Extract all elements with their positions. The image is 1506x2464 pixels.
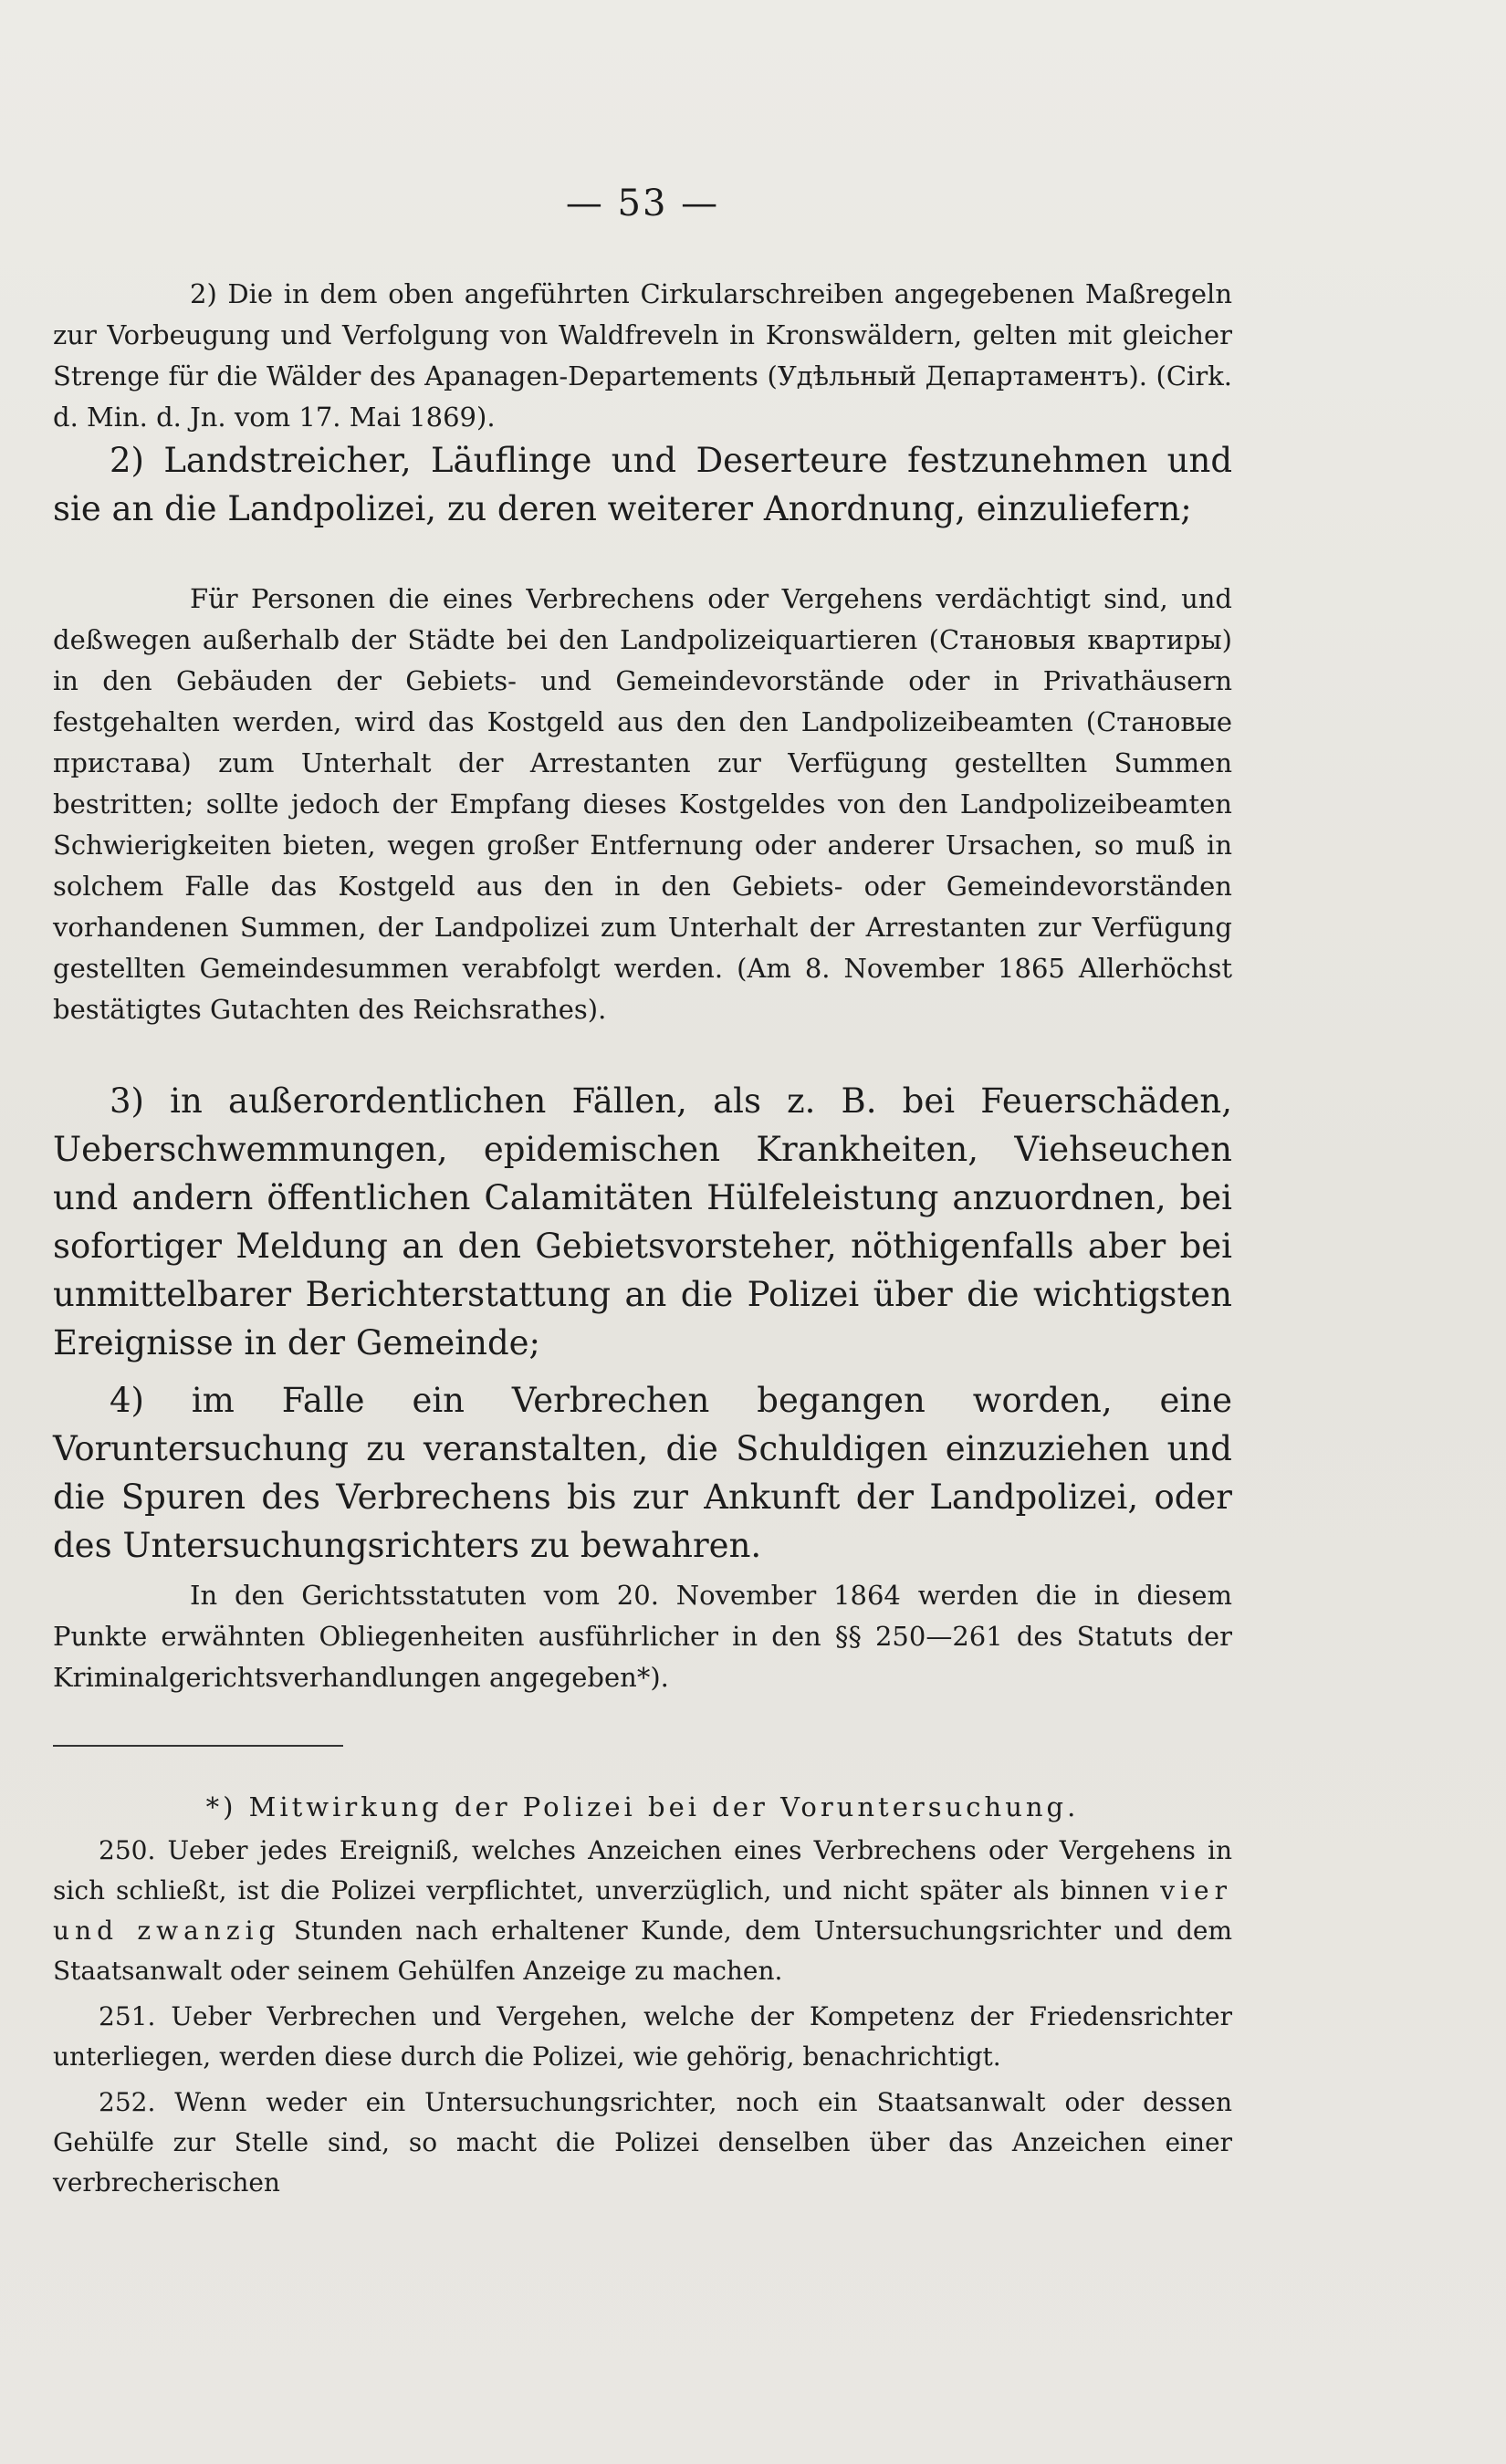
footnote-spaced-text: vier und zwanzig — [53, 1875, 1232, 1946]
footnote-paragraph-250 — [53, 1831, 1232, 1991]
footnote-text: 250. Ueber jedes Ereigniß, welches Anzeichen eines Verbrechens oder Vergehens in sich schließt, ist die Polizei verpflichtet, unverzüglich, und nicht später als binnen — [53, 1835, 1232, 1905]
paragraph-text: Für Personen die eines Verbrechens oder Vergehens verdächtigt sind, und deßwegen außerhalb der Städte bei den Landpolizeiquartieren (Становыя квартиры) in den Gebäuden der Gebiets- und Gemeindevorstände oder in Privathäusern festgehalten werden, wird das Kostgeld aus den den Landpolizeibeamten (Становые пристава) zum Unterhalt der Arrestanten zur Verfügung gestellten Summen bestritten; sollte jedoch der Empfang dieses Kostgeldes von den Landpolizeibeamten Schwierigkeiten bieten, wegen großer Entfernung oder anderer Ursachen, so muß in solchem Falle das Kostgeld aus den in den Gebiets- oder Gemeindevorständen vorhandenen Summen, der Landpolizei zum Unterhalt der Arrestanten zur Verfügung gestellten Gemeindesummen verabfolgt werden. (Am 8. November 1865 Allerhöchst bestätigtes Gutachten des Reichsrathes). — [53, 583, 1232, 1025]
paragraph-text: 4) im Falle ein Verbrechen begangen worden, eine Voruntersuchung zu veranstalten, die Schuldigen einzuziehen und die Spuren des Verbrechens bis zur Ankunft der Landpolizei, oder des Untersuchungsrichters zu bewahren. — [53, 1381, 1232, 1565]
page-number: — 53 — — [565, 183, 720, 224]
paragraph-apanage-forests — [53, 274, 1232, 438]
paragraph-preliminary-investigation — [53, 1376, 1232, 1570]
paragraph-board-money — [53, 579, 1232, 1030]
paragraph-text: 2) Die in dem oben angeführten Cirkularschreiben angegebenen Maßregeln zur Vorbeugung und Verfolgung von Waldfreveln in Kronswäldern, gelten mit gleicher Strenge für die Wälder des Apanagen-Departements (Удѣльный Департаментъ). (Cirk. d. Min. d. Jn. vom 17. Mai 1869). — [53, 278, 1232, 433]
paragraph-text: 3) in außerordentlichen Fällen, als z. B. bei Feuerschäden, Ueberschwemmungen, epidemischen Krankheiten, Viehseuchen und andern öffentlichen Calamitäten Hülfeleistung anzuordnen, bei sofortiger Meldung an den Gebietsvorsteher, nöthigenfalls aber bei unmittelbarer Berichterstattung an die Polizei über die wichtigsten Ereignisse in der Gemeinde; — [53, 1081, 1232, 1363]
footnote-text: Stunden nach erhaltener Kunde, dem Untersuchungsrichter und dem Staatsanwalt oder seinem Gehülfen Anzeige zu machen. — [53, 1916, 1232, 1986]
footnote-title: *) Mitwirkung der Polizei bei der Voruntersuchung. — [205, 1791, 1080, 1822]
paragraph-text: 2) Landstreicher, Läuflinge und Deserteure festzunehmen und sie an die Landpolizei, zu deren weiterer Anordnung, einzuliefern; — [53, 441, 1232, 528]
paragraph-text: In den Gerichtsstatuten vom 20. November 1864 werden die in diesem Punkte erwähnten Obliegenheiten ausführlicher in den §§ 250—261 des Statuts der Kriminalgerichtsverhandlungen angegeben*). — [53, 1580, 1232, 1693]
footnote-divider — [53, 1745, 343, 1747]
footnote-paragraph-252: 252. Wenn weder ein Untersuchungsrichter, noch ein Staatsanwalt oder dessen Gehülfe zur Stelle sind, so macht die Polizei denselben über das Anzeichen einer verbrecherischen — [53, 2087, 1232, 2198]
paragraph-calamities — [53, 1077, 1232, 1367]
paragraph-court-statutes — [53, 1575, 1232, 1698]
footnote-paragraph-251: 251. Ueber Verbrechen und Vergehen, welche der Kompetenz der Friedensrichter unterliegen, werden diese durch die Polizei, wie gehörig, benachrichtigt. — [53, 2001, 1232, 2072]
paragraph-vagrants — [53, 436, 1232, 533]
footnote — [53, 1787, 1232, 2203]
